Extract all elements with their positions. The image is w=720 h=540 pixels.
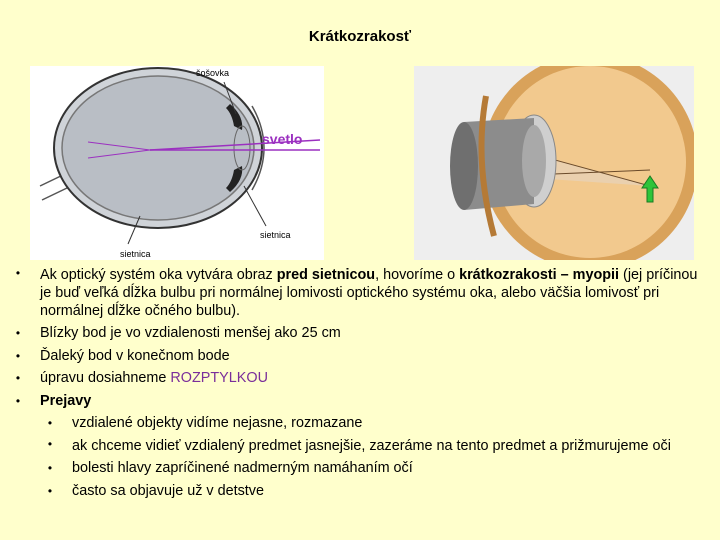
item1-text-2: pred sietnicou [276,267,376,283]
item4-text-1: úpravu dosiahneme [40,370,171,387]
bullet-dot: • [47,436,53,451]
item1-text-3: , hovoríme o [375,267,460,283]
item1-text-1: Ak optický systém oka vytvára obraz [40,267,277,283]
item2-text: Blízky bod je vo vzdialenosti menšej ako 25 cm [40,325,341,341]
label-light: svetlo [262,131,303,147]
sub-list-item [12,435,702,457]
sub-item-text: často sa objavuje už v detstve [72,482,264,499]
list-item [12,345,702,368]
eye-diagram-left [30,66,324,260]
bullet-dot: • [47,460,53,475]
sub-list-item [12,412,702,435]
item1-text-4: krátkozrakosti – myopii [459,267,620,283]
eyeball-inner [62,76,254,220]
label-retina-inner: sietnica [120,249,151,259]
bullet-dot: • [47,416,53,431]
item4-text-2: ROZPTYLKOU [170,370,268,387]
bullet-dot: • [15,393,21,408]
sub-item-text: vzdialené objekty vidíme nejasne, rozmazane [72,415,363,432]
retina-outer-pointer [244,186,266,226]
label-retina-outer: sietnica [260,230,291,240]
list-item [12,390,702,413]
bullet-dot: • [15,266,21,280]
eye-cutaway-svg [414,66,694,260]
sub-item-text: ak chceme vidieť vzdialený predmet jasnejšie, zazeráme na tento predmet a prižmurujeme oči [72,437,671,454]
lens-inner [522,125,546,197]
item1-text-5: (jej príčinou je buď veľká dĺžka bulbu pri normálnej lomivosti optického systému oka, alebo väčšia lomivosť pri normálnej dĺžke očného bulbu). [40,267,698,319]
bullet-dot: • [15,326,21,340]
item3-text: Ďaleký bod v konečnom bode [40,347,230,364]
slide-title: Krátkozrakosť [308,28,412,45]
list-item [12,264,702,322]
sub-list-item [12,457,702,480]
label-lens: šošovka [196,68,230,78]
list-item [12,367,702,390]
lens-tube-end [450,122,478,210]
sub-item-text: bolesti hlavy zapríčinené nadmerným namáhaním očí [72,459,413,476]
eye-diagram-right [414,66,694,260]
bullet-dot: • [15,371,21,386]
eye-schematic-svg [30,66,324,260]
bullet-dot: • [47,483,53,498]
bullet-dot: • [15,348,21,363]
sub-list-item [12,480,702,503]
list-item [12,322,702,345]
item5-text: Prejavy [40,392,92,409]
bullet-list [12,264,702,502]
